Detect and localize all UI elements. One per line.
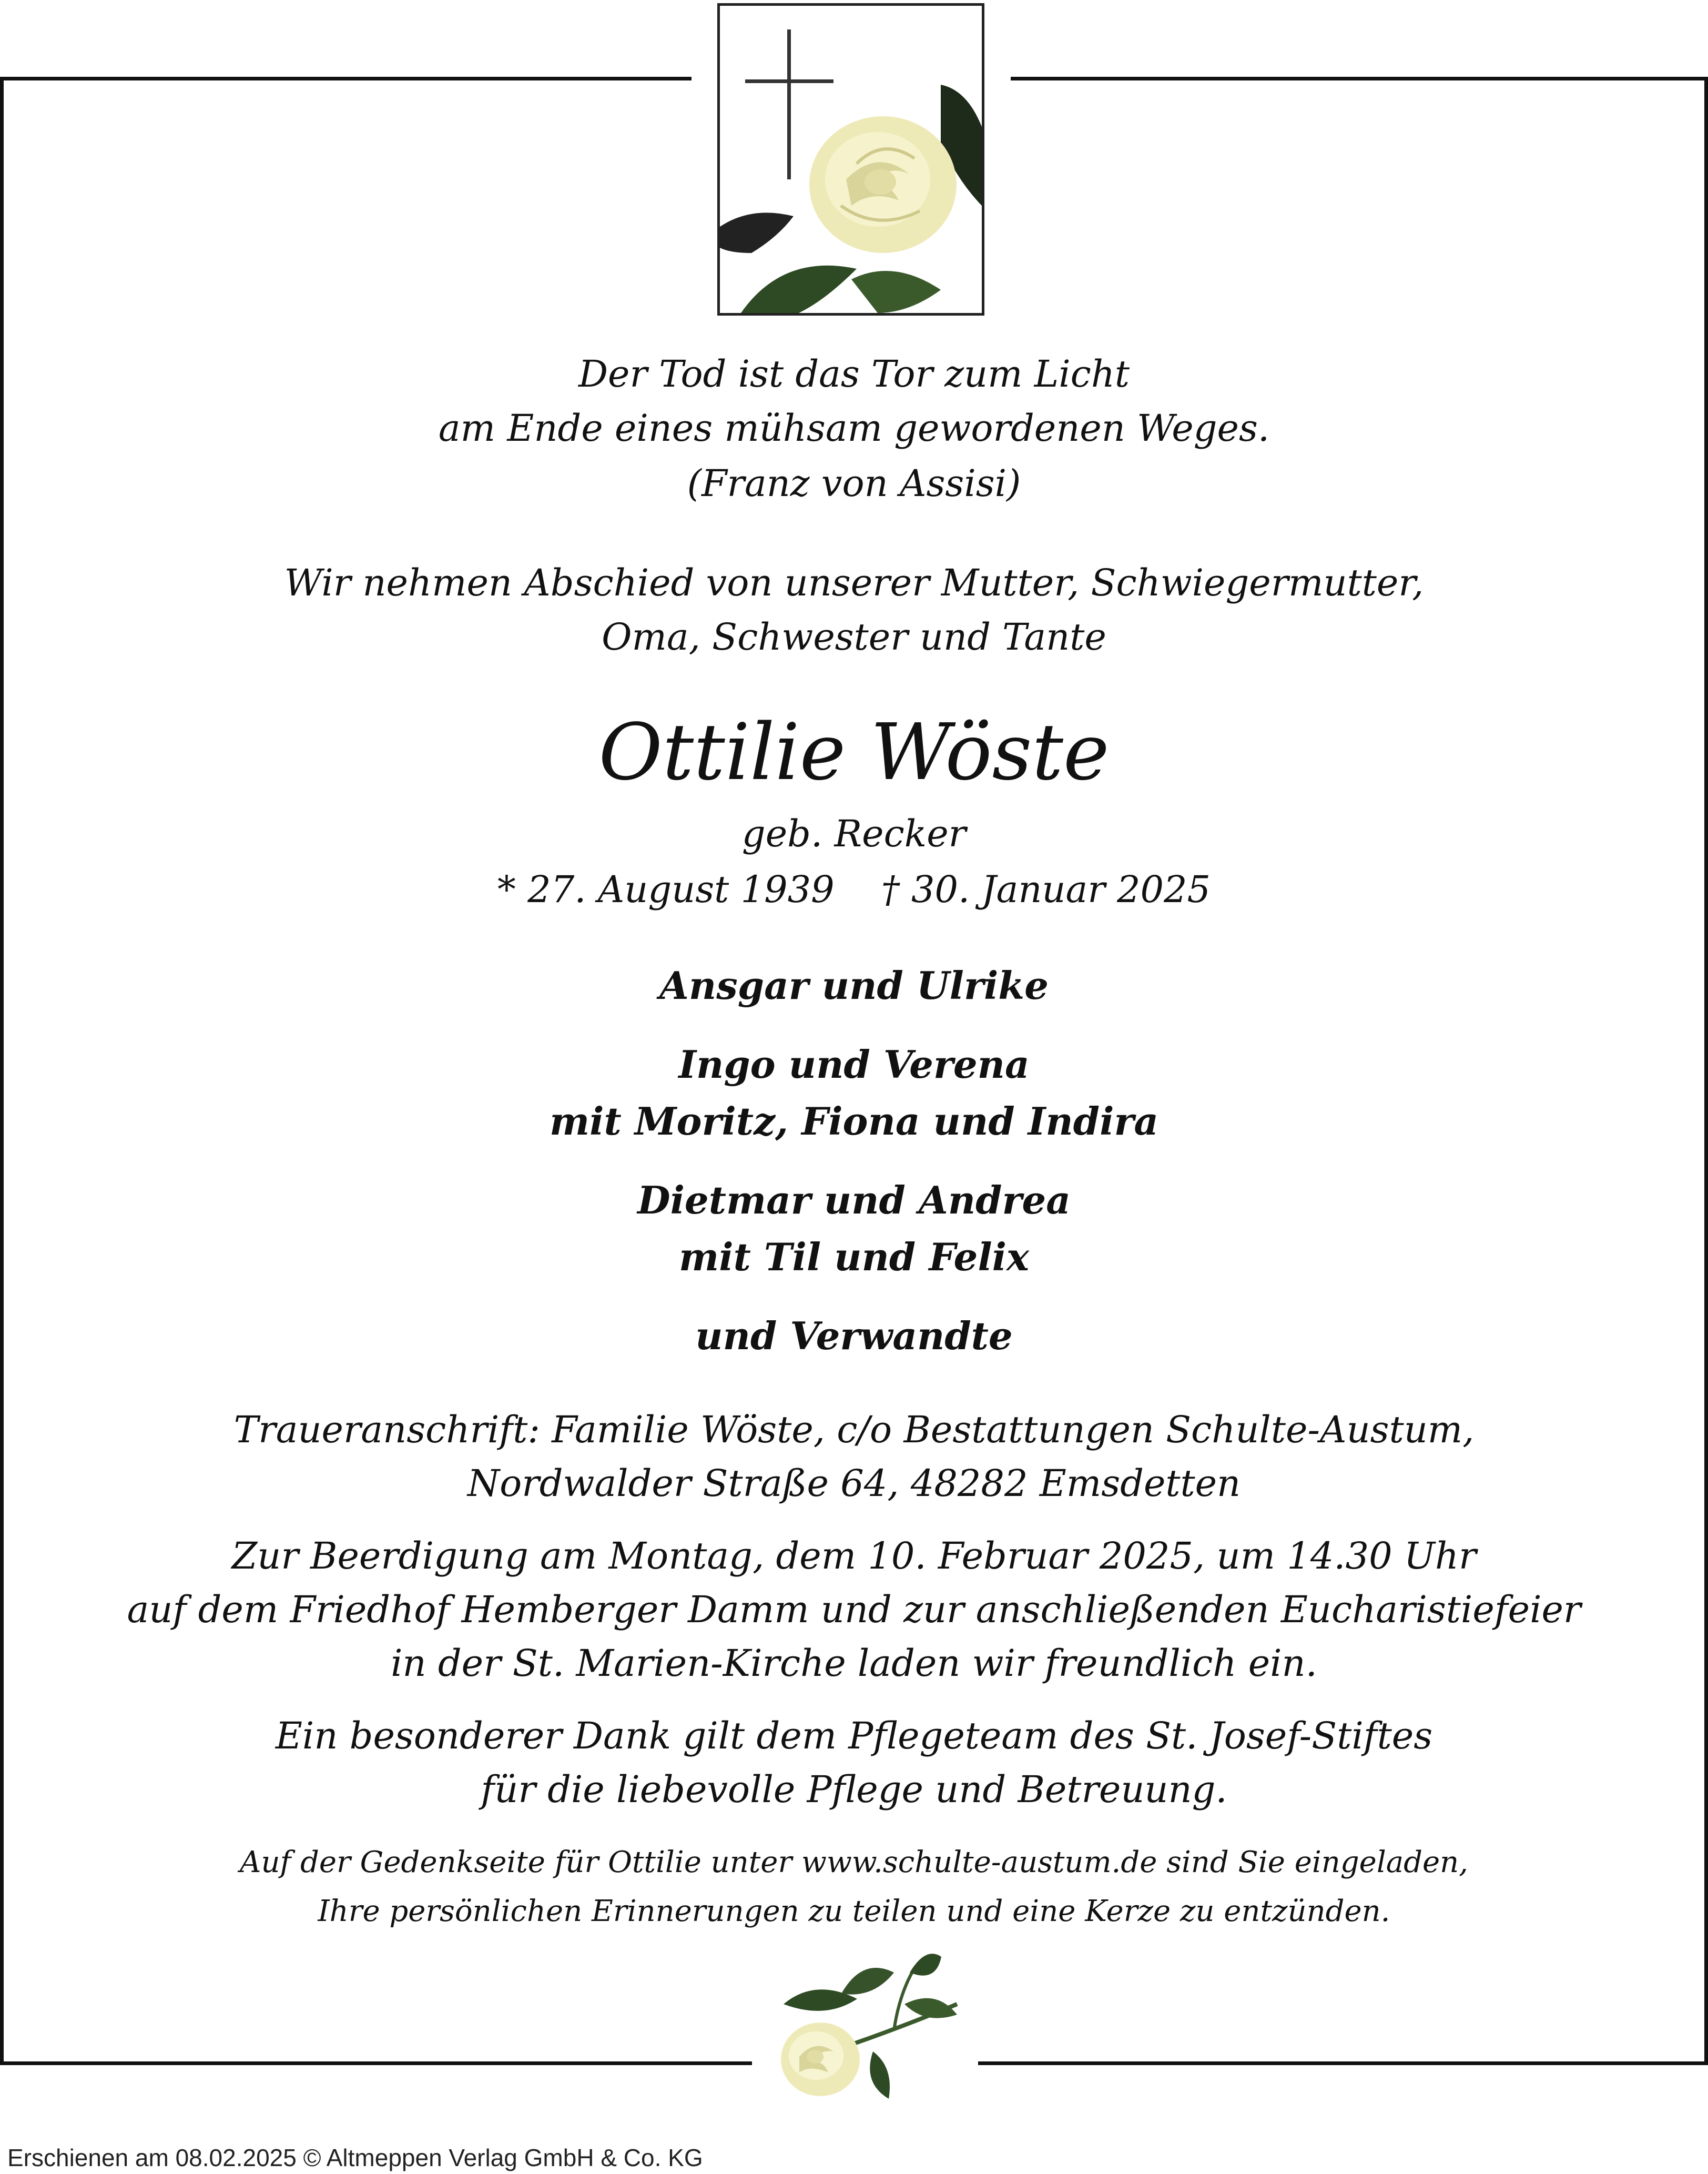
- family-line: mit Moritz, Fiona und Indira: [549, 1099, 1159, 1144]
- farewell-line-2: Oma, Schwester und Tante: [602, 615, 1106, 659]
- info-block: [0, 1403, 1708, 1835]
- quote-block: [0, 347, 1708, 511]
- web-line-1: Auf der Gedenkseite für Ottilie unter www.schulte-austum.de sind Sie eingeladen,: [240, 1845, 1468, 1879]
- web-line-2: Ihre persönlichen Erinnerungen zu teilen und eine Kerze zu entzünden.: [318, 1894, 1390, 1928]
- family-group-2: [0, 1036, 1708, 1150]
- funeral-line-2: auf dem Friedhof Hemberger Damm und zur anschließenden Eucharistiefeier: [127, 1588, 1581, 1631]
- thanks-line-2: für die liebevolle Pflege und Betreuung.: [481, 1768, 1227, 1811]
- quote-author: (Franz von Assisi): [687, 462, 1021, 505]
- quote-line-1: Der Tod ist das Tor zum Licht: [578, 352, 1130, 396]
- family-line: Ansgar und Ulrike: [659, 963, 1049, 1008]
- family-group-3: [0, 1172, 1708, 1286]
- bottom-rose-image: [736, 1946, 1010, 2104]
- publication-footer: Erschienen am 08.02.2025 © Altmeppen Verlag GmbH & Co. KG: [7, 2144, 703, 2171]
- cross-icon: [720, 6, 982, 313]
- thanks-block: [0, 1709, 1708, 1816]
- white-rose-icon: [736, 1946, 1010, 2104]
- life-dates-block: [0, 806, 1708, 917]
- address-line-1: Traueranschrift: Familie Wöste, c/o Bestattungen Schulte-Austum,: [233, 1408, 1475, 1451]
- frame-bottom-left: [0, 2061, 752, 2065]
- frame-top-right: [1011, 77, 1708, 80]
- farewell-block: [0, 556, 1708, 664]
- address-block: [0, 1403, 1708, 1510]
- funeral-block: [0, 1529, 1708, 1690]
- funeral-line-1: Zur Beerdigung am Montag, dem 10. Februar 2025, um 14.30 Uhr: [231, 1534, 1477, 1578]
- family-group-1: [0, 957, 1708, 1014]
- cross-rose-image: [717, 3, 984, 316]
- memorial-web-note: [0, 1838, 1708, 1936]
- funeral-line-3: in der St. Marien-Kirche laden wir freundlich ein.: [391, 1642, 1317, 1685]
- deceased-name: Ottilie Wöste: [598, 707, 1110, 797]
- quote-line-2: am Ende eines mühsam gewordenen Weges.: [438, 407, 1270, 450]
- frame-bottom-right: [978, 2061, 1708, 2065]
- frame-top-left: [0, 77, 692, 80]
- maiden-name: geb. Recker: [741, 812, 967, 855]
- thanks-line-1: Ein besonderer Dank gilt dem Pflegeteam des St. Josef-Stiftes: [275, 1714, 1433, 1757]
- family-line: mit Til und Felix: [679, 1235, 1029, 1279]
- farewell-line-1: Wir nehmen Abschied von unserer Mutter, Schwiegermutter,: [284, 561, 1424, 604]
- family-line: Ingo und Verena: [678, 1042, 1030, 1087]
- family-block: [0, 957, 1708, 1387]
- life-dates: * 27. August 1939 † 30. Januar 2025: [497, 868, 1211, 911]
- family-line: und Verwandte: [695, 1313, 1013, 1358]
- address-line-2: Nordwalder Straße 64, 48282 Emsdetten: [467, 1462, 1241, 1505]
- family-group-4: [0, 1308, 1708, 1364]
- family-line: Dietmar und Andrea: [637, 1178, 1071, 1222]
